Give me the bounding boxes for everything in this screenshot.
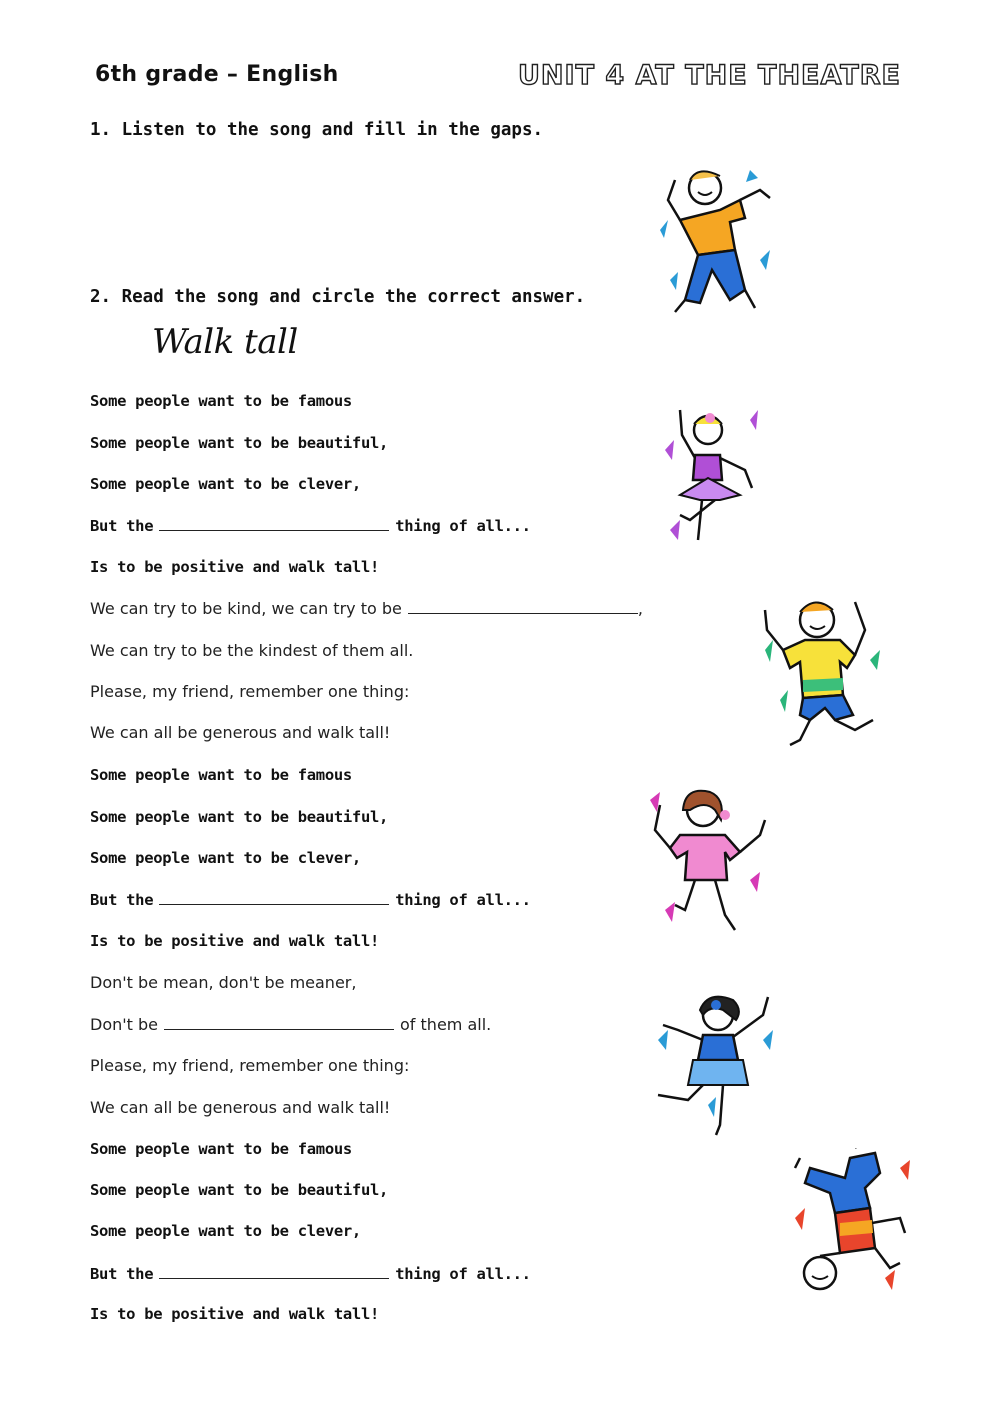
- line-text: We can try to be kind, we can try to be: [90, 599, 402, 618]
- song-line: Is to be positive and walk tall!: [90, 558, 380, 576]
- song-line: Some people want to be clever,: [90, 1222, 361, 1240]
- song-line: We can try to be the kindest of them all.: [90, 641, 414, 660]
- song-line: Is to be positive and walk tall!: [90, 1305, 380, 1323]
- line-text: But the: [90, 1265, 154, 1283]
- line-text: thing of all...: [395, 891, 531, 909]
- line-text: thing of all...: [395, 517, 531, 535]
- song-line: We can all be generous and walk tall!: [90, 1098, 391, 1117]
- song-line-gap: [90, 1015, 491, 1034]
- line-text: But the: [90, 891, 154, 909]
- dancing-boy-illustration: [650, 160, 780, 325]
- song-line: Some people want to be clever,: [90, 849, 361, 867]
- answer-gap[interactable]: [159, 1264, 389, 1279]
- dancing-girl-illustration: [645, 780, 775, 940]
- instruction-2: 2. Read the song and circle the correct answer.: [90, 287, 586, 307]
- line-text: of them all.: [400, 1015, 492, 1034]
- song-line-gap: [90, 890, 531, 909]
- answer-gap[interactable]: [164, 1015, 394, 1030]
- song-line-gap: [90, 516, 531, 535]
- song-line: Please, my friend, remember one thing:: [90, 1056, 410, 1075]
- answer-gap[interactable]: [159, 516, 389, 531]
- song-line: Please, my friend, remember one thing:: [90, 682, 410, 701]
- song-line: We can all be generous and walk tall!: [90, 723, 391, 742]
- line-text: ,: [637, 599, 643, 618]
- song-line-gap: [90, 599, 643, 618]
- handstand-boy-illustration: [790, 1148, 915, 1298]
- song-line: Some people want to be famous: [90, 766, 352, 784]
- line-text: Don't be: [90, 1015, 159, 1034]
- song-line-gap: [90, 1264, 531, 1283]
- line-text: But the: [90, 517, 154, 535]
- jumping-boy-illustration: [755, 590, 890, 755]
- grade-heading: 6th grade – English: [95, 62, 339, 87]
- answer-gap[interactable]: [159, 890, 389, 905]
- answer-gap[interactable]: [408, 599, 638, 614]
- song-line: Don't be mean, don't be meaner,: [90, 973, 357, 992]
- line-text: thing of all...: [395, 1265, 531, 1283]
- song-line: Some people want to be famous: [90, 1140, 352, 1158]
- twirling-girl-illustration: [648, 985, 783, 1140]
- song-line: Is to be positive and walk tall!: [90, 932, 380, 950]
- song-line: Some people want to be beautiful,: [90, 1181, 389, 1199]
- song-line: Some people want to be beautiful,: [90, 808, 389, 826]
- song-line: Some people want to be famous: [90, 392, 352, 410]
- instruction-1: 1. Listen to the song and fill in the gaps.: [90, 120, 544, 140]
- ballerina-illustration: [660, 400, 770, 565]
- song-line: Some people want to be beautiful,: [90, 434, 389, 452]
- unit-title: UNIT 4 AT THE THEATRE: [518, 60, 901, 91]
- song-line: Some people want to be clever,: [90, 475, 361, 493]
- song-title: Walk tall: [152, 322, 298, 362]
